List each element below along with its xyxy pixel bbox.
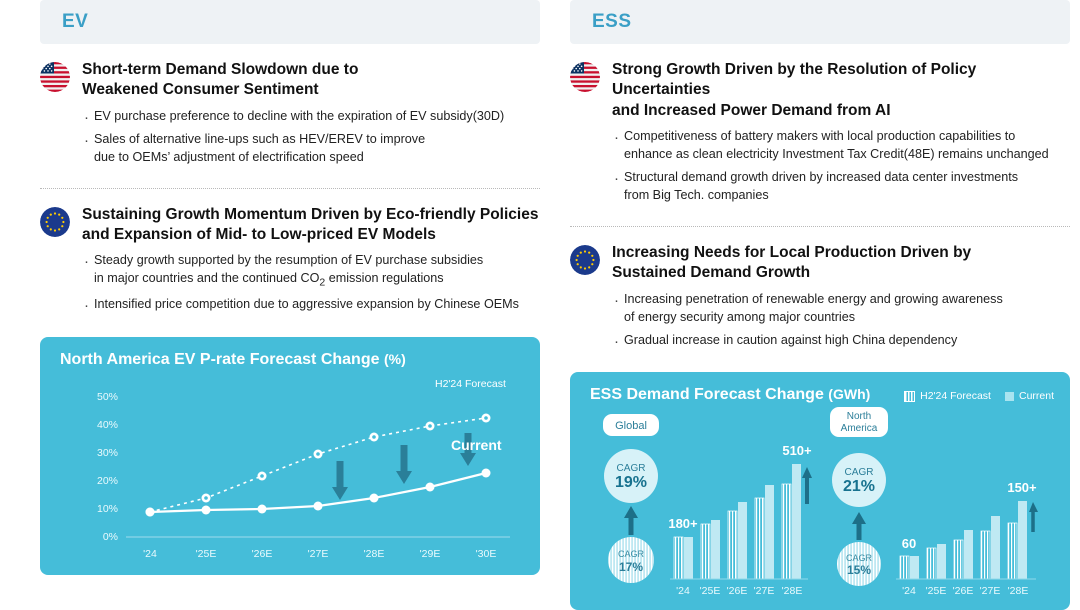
block-title-line: and Expansion of Mid- to Low-priced EV Models — [82, 225, 436, 243]
growth-arrow-na — [1029, 502, 1038, 532]
growth-arrow-global — [802, 467, 812, 504]
y-tick-label: 50% — [96, 390, 118, 403]
cagr-current-global — [604, 449, 658, 503]
chart-na-ev-p-rate — [40, 337, 540, 575]
list-item: · Structural demand growth driven by increased data center investments from Big Tech. companies — [612, 169, 1070, 205]
list-item: · EV purchase preference to decline with the expiration of EV subsidy(30D) — [82, 108, 540, 126]
y-tick-label: 0% — [102, 530, 118, 543]
section-header-ev — [40, 0, 540, 44]
list-item: · Steady growth supported by the resumption of EV purchase subsidies in major countries and the continued $CO_2$ emission regulations — [82, 252, 540, 290]
divider — [570, 226, 1070, 227]
block-title-line: Weakened Consumer Sentiment — [82, 81, 319, 99]
cagr-label: CAGR — [617, 549, 645, 560]
block-body — [612, 60, 1070, 210]
block-body — [82, 205, 540, 319]
column-ess — [570, 0, 1070, 610]
annotation-current: Current — [451, 436, 502, 453]
block-ev-us — [40, 60, 540, 172]
y-tick-label: 30% — [96, 446, 118, 459]
x-tick-label: '26E — [251, 547, 273, 560]
chart-title-text: North America EV P-rate Forecast Change — [60, 350, 380, 368]
chart-unit: (%) — [383, 350, 406, 367]
cagr-value: 15% — [846, 563, 872, 578]
cagr-current-north-america — [832, 453, 886, 507]
block-title-line: Short-term Demand Slowdown due to — [82, 61, 359, 78]
block-title — [612, 243, 1070, 284]
cagr-label: CAGR — [616, 463, 646, 475]
us-flag-icon — [570, 62, 600, 92]
x-tick-label: '29E — [419, 547, 441, 560]
cagr-forecast-global — [608, 537, 654, 583]
x-tick-label: '24 — [143, 547, 157, 560]
x-tick-label: '24 — [676, 585, 690, 598]
x-tick-label: '25E — [699, 585, 721, 598]
eu-flag-icon — [40, 207, 70, 237]
line-chart-svg — [40, 337, 540, 575]
cagr-uplift-arrow-na — [852, 512, 866, 540]
bar-chart-svg — [570, 372, 1070, 610]
block-body — [612, 243, 1070, 355]
cagr-label: CAGR — [844, 467, 874, 479]
series-h224-forecast — [150, 418, 486, 512]
section-header-ess-label: ESS — [592, 11, 632, 32]
region-chip-label: Global — [615, 420, 647, 433]
region-chip-north-america — [830, 407, 888, 437]
cagr-value: 17% — [618, 560, 644, 575]
block-body — [82, 60, 540, 172]
x-tick-label: '27E — [979, 585, 1001, 598]
block-title-line: and Increased Power Demand from AI — [612, 101, 891, 119]
bar-end-label: 510+ — [782, 443, 812, 459]
block-title — [82, 205, 540, 246]
x-tick-label: '30E — [475, 547, 497, 560]
x-tick-label: '25E — [925, 585, 947, 598]
cagr-value: 21% — [842, 478, 876, 496]
bar-start-label: 180+ — [668, 516, 698, 532]
bullet-list — [612, 128, 1070, 205]
column-ev — [40, 0, 540, 575]
block-ev-eu — [40, 205, 540, 319]
block-title-line: Sustaining Growth Momentum Driven by Eco-friendly Policies — [82, 205, 539, 223]
section-header-ev-label: EV — [62, 11, 89, 32]
us-flag-icon — [40, 62, 70, 92]
list-item: · Increasing penetration of renewable energy and growing awareness of energy security among major countries — [612, 291, 1070, 327]
cagr-value: 19% — [614, 474, 648, 492]
block-title-line: Strong Growth Driven by the Resolution of Policy Uncertainties — [612, 61, 977, 99]
section-header-ess — [570, 0, 1070, 44]
x-tick-label: '28E — [1007, 585, 1029, 598]
x-tick-label: '24 — [902, 585, 916, 598]
block-title-line: Sustained Demand Growth — [612, 264, 811, 282]
y-tick-label: 40% — [96, 418, 118, 431]
list-item: · Sales of alternative line-ups such as HEV/EREV to improve due to OEMs’ adjustment of electrification speed — [82, 131, 540, 167]
legend-label: Current — [1018, 390, 1054, 403]
bullet-list — [612, 291, 1070, 350]
bar-end-label: 150+ — [1007, 480, 1037, 496]
block-ess-eu — [570, 243, 1070, 355]
cagr-uplift-arrow — [624, 506, 638, 535]
block-title — [82, 60, 540, 101]
x-tick-label: '28E — [781, 585, 803, 598]
region-chip-label: North — [846, 411, 872, 423]
legend-label: H2'24 Forecast — [920, 390, 991, 403]
chart-title-text: ESS Demand Forecast Change — [590, 386, 824, 404]
x-tick-label: '25E — [195, 547, 217, 560]
chart-ess-demand-forecast — [570, 372, 1070, 610]
cagr-forecast-north-america — [837, 542, 881, 586]
x-tick-label: '27E — [753, 585, 775, 598]
x-tick-label: '26E — [952, 585, 974, 598]
region-chip-label: America — [840, 423, 878, 435]
block-ess-us — [570, 60, 1070, 210]
block-title-line: Increasing Needs for Local Production Driven by — [612, 243, 972, 261]
x-tick-label: '28E — [363, 547, 385, 560]
list-item: · Competitiveness of battery makers with local production capabilities to enhance as clean electricity Investment Tax Credit(48E) remains unchanged — [612, 128, 1070, 164]
y-tick-label: 20% — [96, 474, 118, 487]
list-item: · Gradual increase in caution against high China dependency — [612, 332, 1070, 350]
eu-flag-icon — [570, 245, 600, 275]
series-h224-points — [146, 413, 491, 516]
bullet-list — [82, 252, 540, 313]
bars-north-america — [900, 501, 1027, 579]
divider — [40, 188, 540, 189]
list-item: · Intensified price competition due to aggressive expansion by Chinese OEMs — [82, 296, 540, 314]
y-tick-label: 10% — [96, 502, 118, 515]
bullet-list — [82, 108, 540, 167]
block-title — [612, 60, 1070, 121]
region-chip-global — [603, 414, 659, 436]
annotation-forecast: H2'24 Forecast — [435, 377, 506, 390]
x-tick-label: '27E — [307, 547, 329, 560]
chart-unit: (GWh) — [828, 386, 871, 403]
cagr-label: CAGR — [845, 553, 873, 564]
bar-start-label: 60 — [901, 536, 917, 552]
x-tick-label: '26E — [726, 585, 748, 598]
